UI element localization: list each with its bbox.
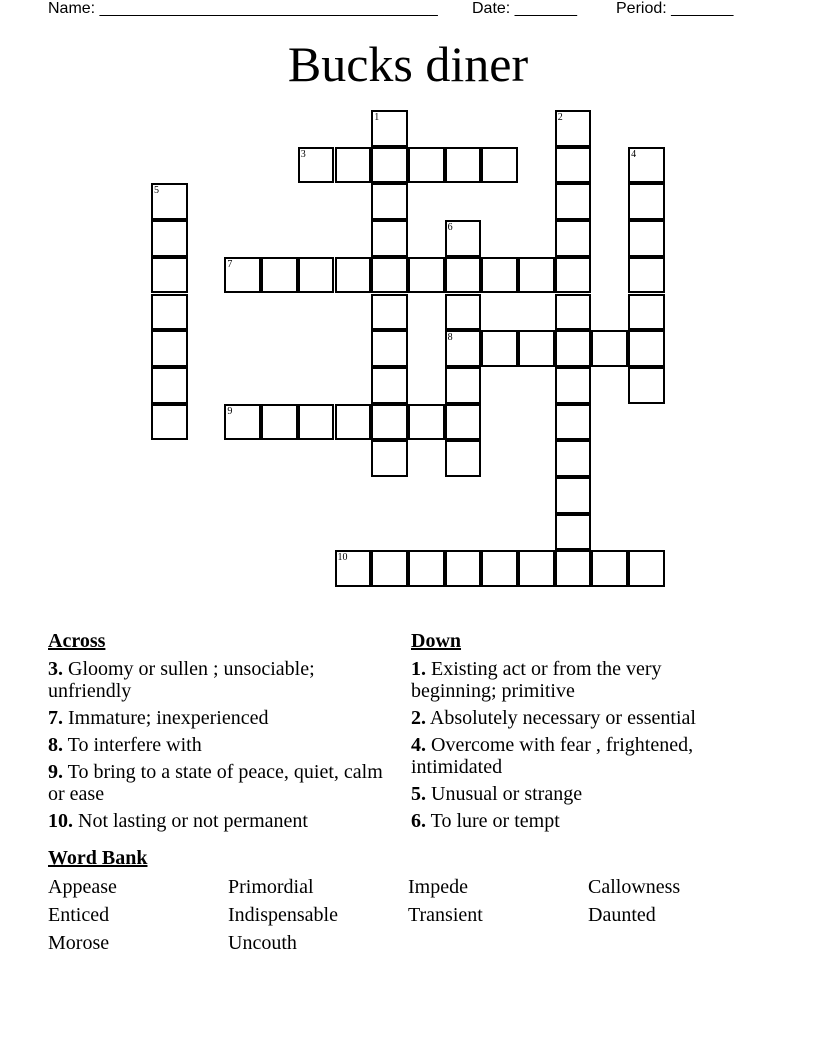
- period-field-label[interactable]: Period: _______: [616, 0, 734, 17]
- crossword-cell[interactable]: [408, 147, 445, 184]
- crossword-cell[interactable]: [261, 257, 298, 294]
- crossword-cell[interactable]: [555, 110, 592, 147]
- clue-item: [411, 783, 751, 805]
- down-clues: [411, 630, 751, 837]
- crossword-cell[interactable]: [371, 440, 408, 477]
- crossword-cell[interactable]: [371, 367, 408, 404]
- crossword-cell[interactable]: [628, 147, 665, 184]
- crossword-cell[interactable]: [555, 550, 592, 587]
- clue-item: [48, 658, 388, 702]
- word-bank-item: Uncouth: [228, 932, 297, 954]
- crossword-cell[interactable]: [628, 294, 665, 331]
- clue-number: 6: [447, 222, 453, 234]
- crossword-cell[interactable]: [555, 257, 592, 294]
- name-field-label[interactable]: Name: ______________________________________: [48, 0, 438, 17]
- clue-number: 4.: [411, 734, 426, 756]
- crossword-cell[interactable]: [371, 550, 408, 587]
- crossword-cell[interactable]: [628, 220, 665, 257]
- crossword-cell[interactable]: [445, 440, 482, 477]
- crossword-cell[interactable]: [628, 550, 665, 587]
- clue-number: 10.: [48, 810, 73, 832]
- crossword-cell[interactable]: [445, 257, 482, 294]
- clue-text: Existing act or from the very beginning; primitive: [411, 658, 662, 702]
- crossword-cell[interactable]: [224, 404, 261, 441]
- crossword-cell[interactable]: [591, 550, 628, 587]
- crossword-cell[interactable]: [371, 147, 408, 184]
- crossword-cell[interactable]: [298, 257, 335, 294]
- crossword-cell[interactable]: [555, 404, 592, 441]
- across-clue-list: [48, 658, 388, 832]
- clue-number: 7.: [48, 707, 63, 729]
- clue-item: [48, 707, 388, 729]
- clue-number: 9.: [48, 761, 63, 783]
- crossword-cell[interactable]: [518, 330, 555, 367]
- crossword-cell[interactable]: [151, 294, 188, 331]
- down-heading: Down: [411, 630, 462, 652]
- crossword-cell[interactable]: [518, 550, 555, 587]
- crossword-cell[interactable]: [335, 147, 372, 184]
- clue-text: Immature; inexperienced: [63, 707, 269, 729]
- across-clues: [48, 630, 388, 837]
- down-clue-list: [411, 658, 751, 832]
- clue-number: 1.: [411, 658, 426, 680]
- crossword-cell[interactable]: [151, 367, 188, 404]
- crossword-cell[interactable]: [151, 404, 188, 441]
- crossword-cell[interactable]: [335, 550, 372, 587]
- crossword-cell[interactable]: [628, 183, 665, 220]
- crossword-cell[interactable]: [371, 257, 408, 294]
- word-bank-item: Transient: [408, 904, 483, 926]
- clue-text: To bring to a state of peace, quiet, calm or ease: [48, 761, 383, 805]
- crossword-cell[interactable]: [151, 257, 188, 294]
- crossword-cell[interactable]: [151, 330, 188, 367]
- clue-text: To interfere with: [63, 734, 202, 756]
- crossword-cell[interactable]: [371, 294, 408, 331]
- clue-item: [411, 810, 751, 832]
- crossword-cell[interactable]: [555, 183, 592, 220]
- clue-number: 7: [227, 258, 233, 270]
- clue-item: [411, 658, 751, 702]
- clue-number: 3: [300, 148, 306, 160]
- clue-number: 5.: [411, 783, 426, 805]
- crossword-cell[interactable]: [371, 220, 408, 257]
- crossword-cell[interactable]: [555, 514, 592, 551]
- crossword-cell[interactable]: [481, 257, 518, 294]
- clue-item: [48, 810, 388, 832]
- word-bank-item: Callowness: [588, 876, 681, 898]
- date-field-label[interactable]: Date: _______: [472, 0, 577, 17]
- crossword-cell[interactable]: [151, 183, 188, 220]
- crossword-cell[interactable]: [445, 330, 482, 367]
- word-bank-heading: Word Bank: [48, 847, 148, 869]
- page-title: Bucks diner: [287, 36, 529, 92]
- crossword-cell[interactable]: [445, 294, 482, 331]
- crossword-cell[interactable]: [224, 257, 261, 294]
- word-bank-item: Impede: [408, 876, 468, 898]
- clue-item: [48, 734, 388, 756]
- word-bank-item: Daunted: [588, 904, 656, 926]
- crossword-cell[interactable]: [555, 147, 592, 184]
- crossword-cell[interactable]: [298, 404, 335, 441]
- word-bank-item: Enticed: [48, 904, 110, 926]
- clue-item: [48, 761, 388, 805]
- crossword-cell[interactable]: [445, 220, 482, 257]
- crossword-cell[interactable]: [628, 330, 665, 367]
- crossword-cell[interactable]: [261, 404, 298, 441]
- clue-text: Overcome with fear , frightened, intimidated: [411, 734, 694, 778]
- crossword-cell[interactable]: [555, 330, 592, 367]
- crossword-cell[interactable]: [481, 147, 518, 184]
- crossword-cell[interactable]: [335, 257, 372, 294]
- clue-number: 1: [374, 112, 380, 123]
- clue-text: To lure or tempt: [426, 810, 560, 832]
- word-bank: [48, 876, 768, 954]
- crossword-cell[interactable]: [445, 404, 482, 441]
- crossword-cell[interactable]: [518, 257, 555, 294]
- clue-text: Absolutely necessary or essential: [426, 707, 696, 729]
- clue-text: Unusual or strange: [426, 783, 583, 805]
- crossword-cell[interactable]: [628, 257, 665, 294]
- clue-number: 5: [154, 185, 159, 197]
- crossword-cell[interactable]: [371, 183, 408, 220]
- crossword-cell[interactable]: [151, 220, 188, 257]
- word-bank-item: Morose: [48, 932, 110, 954]
- clue-text: Gloomy or sullen ; unsociable; unfriendly: [48, 658, 315, 702]
- crossword-cell[interactable]: [628, 367, 665, 404]
- clue-number: 9: [227, 405, 233, 417]
- clue-text: Not lasting or not permanent: [73, 810, 308, 832]
- crossword-cell[interactable]: [555, 367, 592, 404]
- crossword-cell[interactable]: [408, 404, 445, 441]
- crossword-cell[interactable]: [445, 147, 482, 184]
- crossword-cell[interactable]: [555, 477, 592, 514]
- clue-item: [411, 707, 751, 729]
- crossword-cell[interactable]: [408, 550, 445, 587]
- crossword-cell[interactable]: [445, 367, 482, 404]
- crossword-cell[interactable]: [481, 330, 518, 367]
- clue-number: 2.: [411, 707, 426, 729]
- clue-number: 3.: [48, 658, 63, 680]
- clue-number: 8.: [48, 734, 63, 756]
- crossword-cell[interactable]: [371, 404, 408, 441]
- word-bank-item: Appease: [48, 876, 117, 898]
- word-bank-item: Primordial: [228, 876, 314, 898]
- crossword-cell[interactable]: [445, 550, 482, 587]
- crossword-cell[interactable]: [298, 147, 335, 184]
- clue-number: 4: [631, 148, 637, 160]
- crossword-cell[interactable]: [555, 220, 592, 257]
- clue-number: 2: [557, 112, 563, 123]
- clue-number: 10: [337, 552, 348, 564]
- crossword-cell[interactable]: [481, 550, 518, 587]
- crossword-cell[interactable]: [591, 330, 628, 367]
- crossword-cell[interactable]: [371, 330, 408, 367]
- clue-number: 8: [447, 332, 453, 344]
- crossword-cell[interactable]: [371, 110, 408, 147]
- crossword-cell[interactable]: [555, 294, 592, 331]
- crossword-cell[interactable]: [555, 440, 592, 477]
- across-heading: Across: [48, 630, 106, 652]
- clue-item: [411, 734, 751, 778]
- word-bank-item: Indispensable: [228, 904, 338, 926]
- clue-number: 6.: [411, 810, 426, 832]
- crossword-cell[interactable]: [335, 404, 372, 441]
- crossword-cell[interactable]: [408, 257, 445, 294]
